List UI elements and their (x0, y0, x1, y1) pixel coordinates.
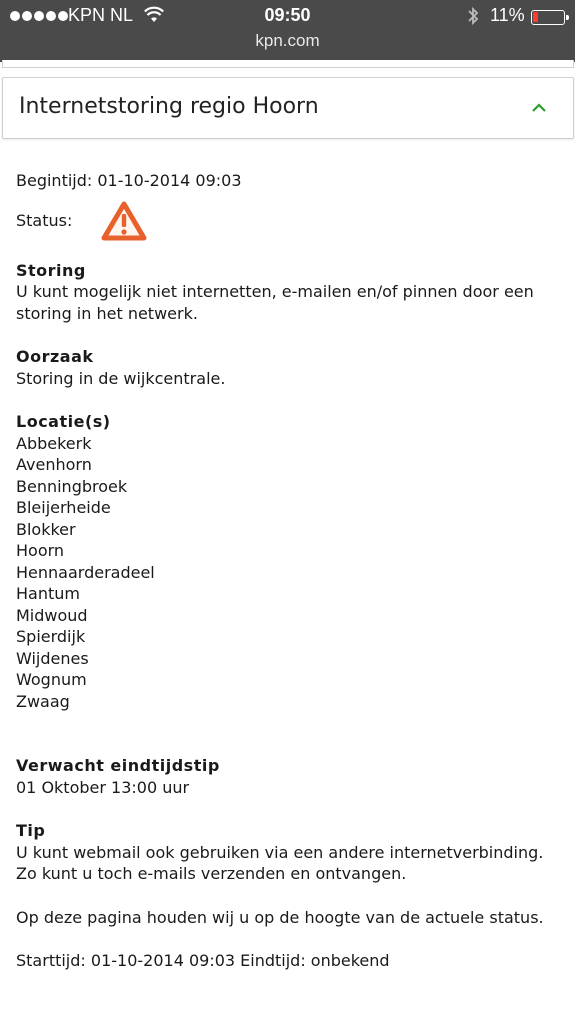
status-row (16, 196, 561, 246)
battery-percentage: 11% (490, 5, 525, 25)
url-bar[interactable]: kpn.com (255, 31, 320, 50)
storing-text: U kunt mogelijk niet internetten, e-mailen en/of pinnen door een storing in het netwerk. (16, 282, 534, 323)
oorzaak-heading: Oorzaak (16, 347, 94, 366)
list-item: Zwaag (16, 691, 70, 711)
battery-icon (531, 10, 565, 25)
tip-text: U kunt webmail ook gebruiken via een andere internetverbinding. Zo kunt u toch e-mails verzenden en ontvangen. (16, 842, 544, 883)
begintijd: Begintijd: 01-10-2014 09:03 (16, 171, 242, 190)
warning-icon (100, 200, 148, 242)
info-text: Op deze pagina houden wij u op de hoogte van de actuele status. (16, 907, 544, 927)
chevron-up-icon[interactable] (531, 100, 547, 116)
page-title: Internetstoring regio Hoorn (19, 94, 319, 119)
status-label: Status: (16, 210, 73, 230)
locaties-list (16, 433, 561, 713)
carrier-name: KPN NL (68, 5, 134, 25)
bluetooth-icon (466, 6, 480, 31)
list-item: Hantum (16, 584, 80, 603)
previous-panel-edge (2, 60, 574, 68)
list-item: Bleijerheide (16, 498, 111, 517)
storing-heading: Storing (16, 260, 86, 280)
outage-accordion-header[interactable] (2, 77, 574, 139)
tip-heading: Tip (16, 821, 46, 840)
list-item: Wognum (16, 670, 87, 689)
verwacht-text: 01 Oktober 13:00 uur (16, 777, 190, 797)
list-item: Hoorn (16, 541, 65, 560)
oorzaak-text: Storing in de wijkcentrale. (16, 368, 226, 388)
list-item: Spierdijk (16, 627, 86, 646)
list-item: Hennaarderadeel (16, 562, 155, 582)
browser-top-bar (0, 0, 575, 62)
list-item: Avenhorn (16, 455, 92, 474)
list-item: Midwoud (16, 605, 88, 625)
locaties-heading: Locatie(s) (16, 412, 111, 431)
status-bar (0, 4, 575, 30)
list-item: Benningbroek (16, 476, 128, 496)
list-item: Abbekerk (16, 433, 92, 453)
list-item: Blokker (16, 519, 76, 539)
list-item: Wijdenes (16, 648, 89, 668)
outage-details (16, 170, 561, 972)
clock: 09:50 (264, 5, 311, 25)
footer-times: Starttijd: 01-10-2014 09:03 Eindtijd: onbekend (16, 951, 390, 970)
verwacht-heading: Verwacht eindtijdstip (16, 756, 220, 775)
